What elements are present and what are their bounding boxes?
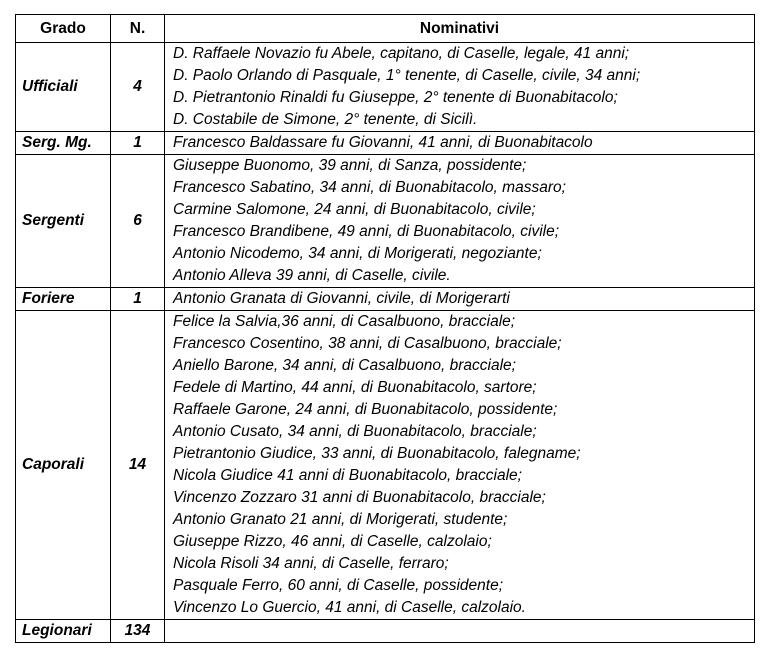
header-grado: Grado bbox=[16, 15, 111, 43]
count-cell: 134 bbox=[111, 620, 165, 643]
table-row bbox=[16, 43, 755, 132]
nominativo-line: Nicola Giudice 41 anni di Buonabitacolo, bracciale; bbox=[173, 467, 522, 484]
nominativo-line: Giuseppe Buonomo, 39 anni, di Sanza, possidente; bbox=[173, 157, 527, 174]
nominativi-cell bbox=[165, 620, 755, 643]
nominativo-line: Raffaele Garone, 24 anni, di Buonabitacolo, possidente; bbox=[173, 401, 558, 418]
nominativo-line: Fedele di Martino, 44 anni, di Buonabitacolo, sartore; bbox=[173, 379, 537, 396]
empty-line bbox=[173, 620, 754, 642]
roster-table bbox=[15, 14, 755, 643]
nominativo-line: Francesco Brandibene, 49 anni, di Buonabitacolo, civile; bbox=[173, 223, 560, 240]
nominativo-line: D. Pietrantonio Rinaldi fu Giuseppe, 2° tenente di Buonabitacolo; bbox=[173, 89, 618, 106]
nominativo-line: D. Costabile de Simone, 2° tenente, di Sicilì. bbox=[173, 111, 478, 128]
header-row bbox=[16, 15, 755, 43]
nominativo-line: Felice la Salvia,36 anni, di Casalbuono, bracciale; bbox=[173, 313, 516, 330]
nominativo-line: Vincenzo Lo Guercio, 41 anni, di Caselle, calzolaio. bbox=[173, 599, 526, 616]
nominativo-line: Antonio Granata di Giovanni, civile, di Morigerarti bbox=[173, 290, 510, 307]
nominativi-cell bbox=[165, 288, 755, 311]
count-cell: 4 bbox=[111, 43, 165, 132]
nominativo-line: Vincenzo Zozzaro 31 anni di Buonabitacolo, bracciale; bbox=[173, 489, 546, 506]
nominativo-line: D. Paolo Orlando di Pasquale, 1° tenente, di Caselle, civile, 34 anni; bbox=[173, 67, 641, 84]
table-row bbox=[16, 620, 755, 643]
grado-cell: Serg. Mg. bbox=[16, 132, 111, 155]
nominativo-line: Pasquale Ferro, 60 anni, di Caselle, possidente; bbox=[173, 577, 504, 594]
nominativo-line: Carmine Salomone, 24 anni, di Buonabitacolo, civile; bbox=[173, 201, 536, 218]
count-cell: 1 bbox=[111, 288, 165, 311]
grado-cell: Sergenti bbox=[16, 155, 111, 288]
nominativi-cell bbox=[165, 155, 755, 288]
count-cell: 14 bbox=[111, 311, 165, 620]
table-row bbox=[16, 132, 755, 155]
table-row bbox=[16, 288, 755, 311]
grado-cell: Foriere bbox=[16, 288, 111, 311]
nominativo-line: Francesco Cosentino, 38 anni, di Casalbuono, bracciale; bbox=[173, 335, 562, 352]
nominativo-line: Francesco Sabatino, 34 anni, di Buonabitacolo, massaro; bbox=[173, 179, 566, 196]
nominativo-line: Aniello Barone, 34 anni, di Casalbuono, bracciale; bbox=[173, 357, 516, 374]
nominativi-cell bbox=[165, 43, 755, 132]
header-nominativi: Nominativi bbox=[165, 15, 755, 43]
nominativo-line: Antonio Granato 21 anni, di Morigerati, studente; bbox=[173, 511, 508, 528]
nominativi-cell bbox=[165, 311, 755, 620]
header-n: N. bbox=[111, 15, 165, 43]
table-row bbox=[16, 311, 755, 620]
grado-cell: Caporali bbox=[16, 311, 111, 620]
grado-cell: Legionari bbox=[16, 620, 111, 643]
table-row bbox=[16, 155, 755, 288]
nominativo-line: Giuseppe Rizzo, 46 anni, di Caselle, calzolaio; bbox=[173, 533, 492, 550]
nominativo-line: Antonio Nicodemo, 34 anni, di Morigerati, negoziante; bbox=[173, 245, 542, 262]
nominativo-line: Antonio Cusato, 34 anni, di Buonabitacolo, bracciale; bbox=[173, 423, 537, 440]
grado-cell: Ufficiali bbox=[16, 43, 111, 132]
nominativo-line: Antonio Alleva 39 anni, di Caselle, civile. bbox=[173, 267, 451, 284]
count-cell: 6 bbox=[111, 155, 165, 288]
nominativo-line: Nicola Risoli 34 anni, di Caselle, ferraro; bbox=[173, 555, 449, 572]
nominativo-line: Francesco Baldassare fu Giovanni, 41 anni, di Buonabitacolo bbox=[173, 134, 593, 151]
roster-body bbox=[16, 43, 755, 643]
nominativi-cell bbox=[165, 132, 755, 155]
nominativo-line: D. Raffaele Novazio fu Abele, capitano, di Caselle, legale, 41 anni; bbox=[173, 45, 630, 62]
count-cell: 1 bbox=[111, 132, 165, 155]
nominativo-line: Pietrantonio Giudice, 33 anni, di Buonabitacolo, falegname; bbox=[173, 445, 581, 462]
